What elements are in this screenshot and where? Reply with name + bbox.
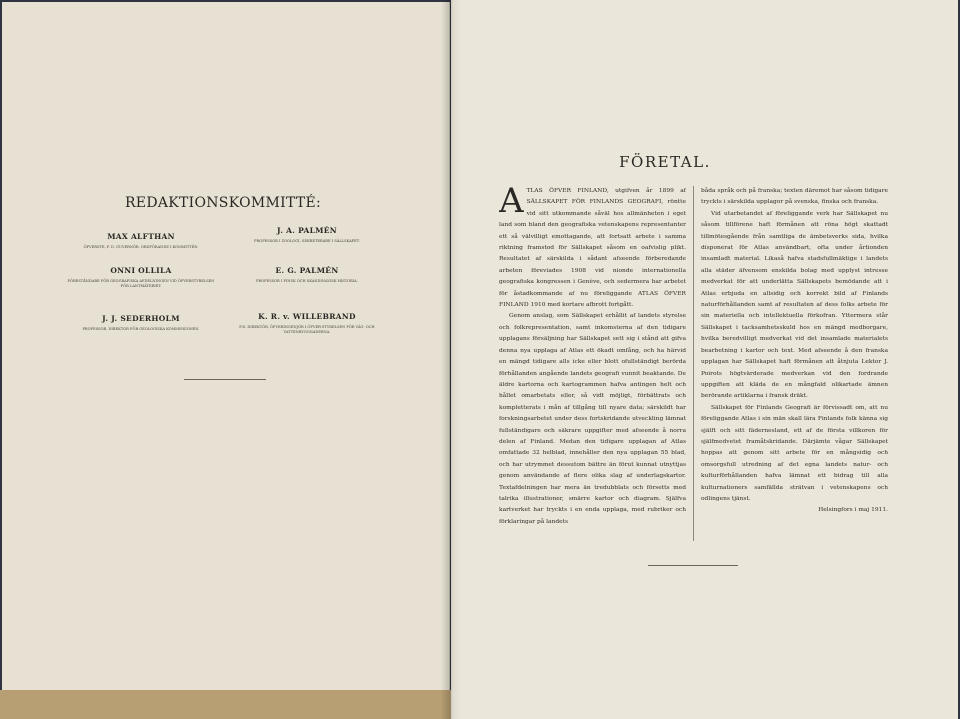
committee-member — [232, 312, 382, 335]
paragraph-text: TLAS ÖFVER FINLAND, utgifven år 1899 af SÄLLSKAPET FÖR FINLANDS GEOGRAFI, röntte vid sitt utkommande såväl hos allmänheten i eget land som bland den geografiska vetenskapens representanter ett så välvilligt emottagande, att fortsatt arbete i samma riktning framstod för Sällskapet såsom en oafvislig plikt. Resultatet af särskilda i sådant afseende förberedande arbeten föreviades 1908 vid nionde internationella geografiska kongressen i Genève, och sedermera har arbetet för åstadkommande af nu föreliggande ATLAS ÖFVER FINLAND 1910 med kortare afbrott fortgått. — [499, 188, 686, 309]
committee-member — [232, 226, 382, 244]
binding-board-edge — [0, 690, 452, 719]
drop-cap: A — [499, 186, 524, 221]
column-divider — [693, 186, 694, 541]
ornamental-rule — [184, 379, 266, 380]
member-role: F.D. DIREKTÖR, ÖFVERINGENJÖR I ÖFVER-STYRELSEN FÖR VÄG- OCH VATTENBYGGNADERNA. — [239, 325, 375, 334]
left-page — [2, 2, 450, 714]
preface-paragraph: Vid utarbetandet af föreliggande verk har Sällskapet nu såsom tillförene haft förmånen att röna högt skattadt tillmötesgående från samtliga de ämbetsverks sida, hvilka disponerat för Atlas användbart, ofta under årtionden insamladt material. Likaså hafva stadsfullmäktige i landets alla städer äfvensom enskilda bolag med upplyst intresse medverkat för att underlätta Sällskapets bemödande att i Atlas erbjuda en allsidig och korrekt bild af Finlands naturförhållanden samt af resultaten af dess folks arbete för sin materiella och intellektuella förkofran. Yttermera står Sällskapet i tacksamhetsskuld hos en mängd medborgare, hvilka beredvilligt medverkat vid det insamlade materialets bearbetning i kartor och text. Med afseende å den franska upplagan har Sällskapet haft förmånen att åtnjuta Lektor J. Poirots högtvärderade medverkan vid den fordrande uppgiften att kläda de en mångfald olikartade ämnen berörande artiklarna i fransk dräkt. — [701, 210, 888, 400]
member-role: ÖFVERSTE, F. D. GUVERNÖR. ORDFÖRANDE I KOMMITTÉN. — [83, 245, 199, 249]
preface-column-2 — [701, 186, 888, 542]
member-name: ONNI OLLILA — [110, 266, 172, 275]
preface-signoff: Helsingfors i maj 1911. — [818, 507, 888, 514]
member-role: PROFESSOR I FINSK OCH SKANDINAVISK HISTORIA. — [256, 279, 358, 283]
member-role: PROFESSOR I ZOOLOGI, SEKRETERARE I SÄLLSKAPET. — [254, 239, 360, 243]
committee-member — [66, 314, 216, 332]
book-gutter — [441, 0, 461, 719]
preface-paragraph: Sällskapet för Finlands Geografi är förvissadt om, att nu föreliggande Atlas i sin män skall lära Finlands folk känna sig själft och sitt fädernesland, ett af de första villkoren för själfmedvetet framåtskridande. Därjämte vågar Sällskapet hoppas att genom sitt arbete för en mångsidig och omsorgsfull utredning af det egna landets natur- och kulturförhållanden hafva lämnat ett bidrag till alla kulturnationers samfällda strätvan i vetenskapens och odlingens tjänst. — [701, 404, 888, 502]
member-name: K. R. v. WILLEBRAND — [258, 312, 356, 321]
preface-column-1 — [499, 186, 686, 542]
member-name: MAX ALFTHAN — [107, 232, 175, 241]
member-role: PROFESSOR, DIREKTOR FÖR GEOLOGISKA KOMMISSIONEN. — [82, 327, 200, 331]
preface-paragraph — [499, 186, 686, 311]
member-name: J. A. PALMÉN — [277, 226, 337, 235]
committee-heading: REDAKTIONSKOMMITTÉ: — [124, 195, 322, 211]
preface-paragraph: Genom anslag, som Sällskapet erhållit af landets styrelse och folkrepresentation, samt inkomsterna af den tidigare upplagans försäljning har Sällskapet sett sig i stånd att gifva denna nya upplaga af Atlas ett ökadt omfång, och ha härvid en mängd tidigare alls icke eller blott ofullständigt berörda förhållanden angående landets geografi vunnit beaktande. De äldre kartorna och kartogrammen hafva antingen helt och hållet omarbetats eller, så vidt möjligt, förbättrats och kompletterats i mån af tillgång till nyare data; särskildt har forskningsarbetet under dess fortskridande utveckling lämnat fullständigare och säkrare uppgifter med afseende å norra delen af Finland. Medan den tidigare upplagan af Atlas omfattade 32 helblad, innehåller den nya upplagan 55 blad, och har utrymmet dessutom bättre än förut kunnat utnyttjas genom användande af flere olika slag af underlagskartor. Textafdelningen har mera än tredubblats och försetts med talrika illustrationer, smärre kartor och diagram. Själfva kartverket har tryckts i en enda upplaga, med rubriker och förklaringar på landets — [499, 313, 686, 525]
member-name: J. J. SEDERHOLM — [102, 314, 180, 323]
preface-paragraph: båda språk och på franska; texten däremot har såsom tidigare tryckts i särskilda upplagor på svenska, finska och franska. — [701, 188, 888, 206]
preface-title: FÖRETAL. — [619, 153, 711, 171]
member-role: FÖRESTÅNDARE FÖR GEOGRAFISKA AFDELNINGEN VID ÖFVERSTYRELSEN FÖR LANTMÄTERIET. — [67, 279, 215, 288]
member-name: E. G. PALMÉN — [275, 266, 339, 275]
ornamental-rule — [648, 565, 738, 566]
committee-member — [232, 266, 382, 284]
committee-member — [66, 266, 216, 289]
committee-member — [66, 232, 216, 250]
